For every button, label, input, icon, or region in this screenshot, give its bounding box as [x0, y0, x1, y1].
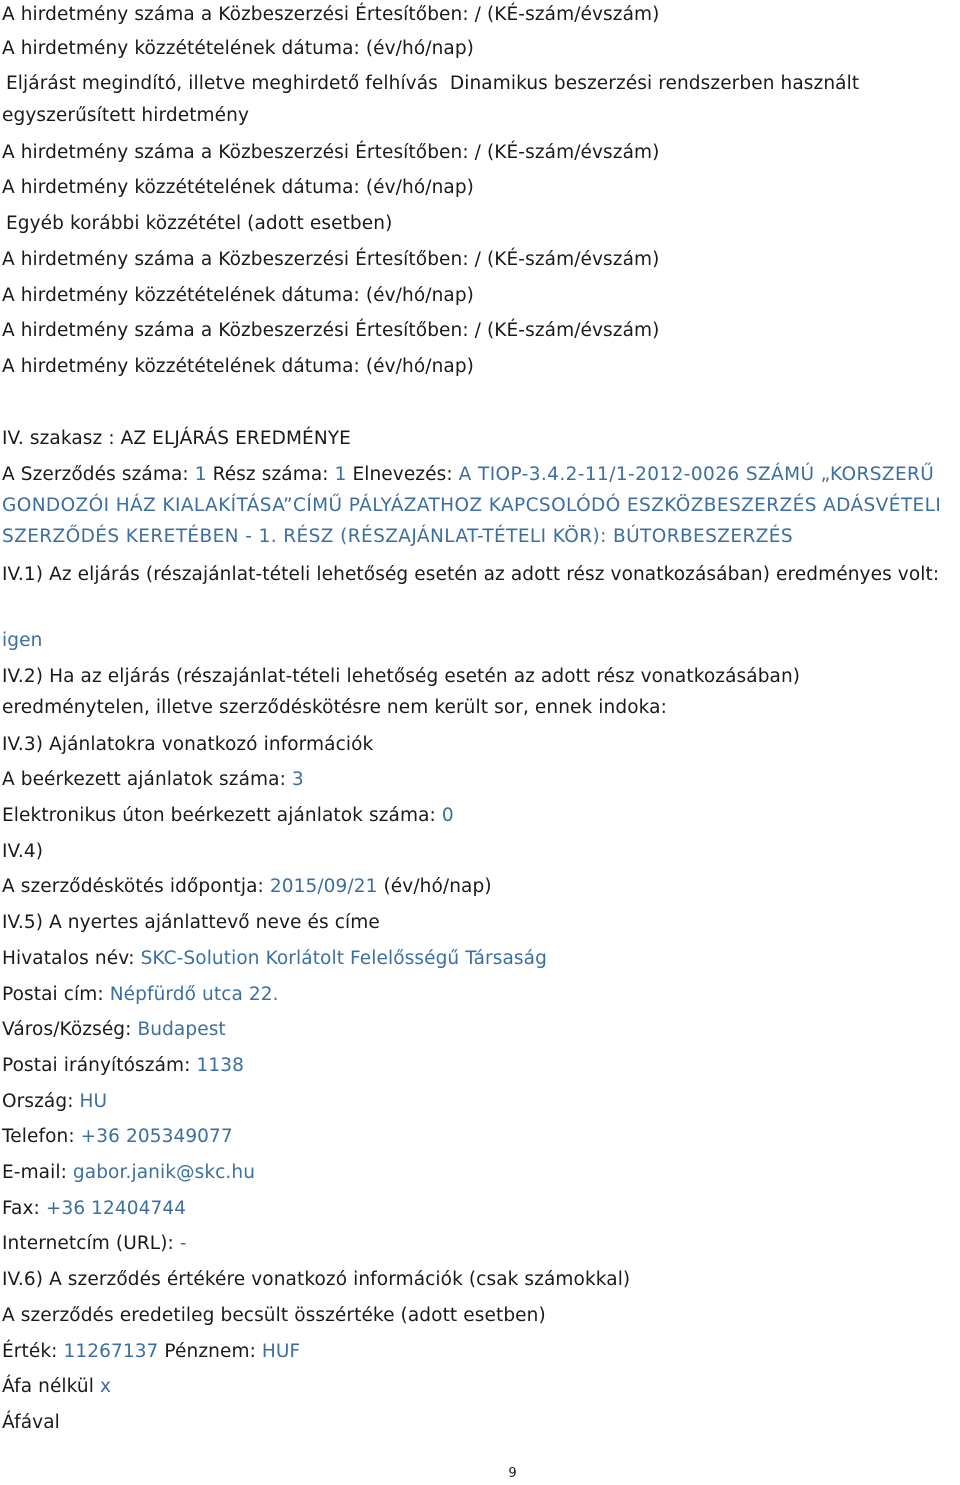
- country-line: [2, 1087, 952, 1117]
- eoffers-line: [2, 801, 952, 831]
- iv4-label: IV.4): [2, 841, 44, 862]
- zip-line: [2, 1051, 952, 1081]
- signing-format: (év/hó/nap): [383, 876, 492, 897]
- iv5-label: IV.5) A nyertes ajánlattevő neve és címe: [2, 912, 380, 933]
- name-value: A TIOP-3.4.2-11/1-2012-0026 SZÁMÚ „KORSZERŰ GONDOZÓI HÁZ KIALAKÍTÁSA”CÍMŰ PÁLYÁZATHOZ KAPCSOLÓDÓ ESZKÖZBESZERZÉS ADÁSVÉTELI SZERZŐDÉS KERETÉBEN - 1. RÉSZ (RÉSZAJÁNLAT-TÉTELI KÖR): BÚTORBESZERZÉS: [2, 464, 942, 547]
- city-value: Budapest: [137, 1019, 226, 1040]
- url-label: Internetcím (URL):: [2, 1233, 174, 1254]
- email-line: [2, 1158, 952, 1188]
- iv3-label: IV.3) Ajánlatokra vonatkozó információk: [2, 734, 374, 755]
- eoffers-value: 0: [441, 805, 454, 826]
- part-value: 1: [334, 464, 347, 485]
- url-line: [2, 1229, 952, 1259]
- notice-number-line: A hirdetmény száma a Közbeszerzési Értesítőben: / (KÉ-szám/évszám): [2, 249, 660, 270]
- part-label: Rész száma:: [212, 464, 329, 485]
- contract-label: A Szerződés száma:: [2, 464, 189, 485]
- net-line: [2, 1372, 952, 1402]
- gross-label: Áfával: [2, 1412, 60, 1433]
- postal-value: Népfürdő utca 22.: [109, 984, 279, 1005]
- value-line: [2, 1337, 952, 1367]
- net-value: x: [99, 1376, 112, 1397]
- postal-label: Postai cím:: [2, 984, 104, 1005]
- url-value: -: [179, 1233, 187, 1254]
- signing-value: 2015/09/21: [269, 876, 378, 897]
- offers-label: A beérkezett ajánlatok száma:: [2, 769, 286, 790]
- currency-label: Pénznem:: [164, 1341, 256, 1362]
- dps-value: Dinamikus beszerzési rendszerben használt: [449, 73, 860, 94]
- postal-line: [2, 980, 952, 1010]
- zip-label: Postai irányítószám:: [2, 1055, 191, 1076]
- name-label: Elnevezés:: [352, 464, 453, 485]
- contract-info: [2, 459, 952, 552]
- net-label: Áfa nélkül: [2, 1376, 94, 1397]
- section-title: IV. szakasz : AZ ELJÁRÁS EREDMÉNYE: [2, 428, 351, 449]
- official-name-line: [2, 944, 952, 974]
- email-value: gabor.janik@skc.hu: [72, 1162, 256, 1183]
- phone-line: [2, 1122, 952, 1152]
- notice-number-line: A hirdetmény száma a Közbeszerzési Értesítőben: / (KÉ-szám/évszám): [2, 4, 660, 25]
- eoffers-label: Elektronikus úton beérkezett ajánlatok száma:: [2, 805, 436, 826]
- fax-value: +36 12404744: [45, 1198, 187, 1219]
- iv1-label: IV.1) Az eljárás (részajánlat-tételi lehetőség esetén az adott rész vonatkozásában) eredményes volt:: [2, 564, 940, 585]
- notice-date-line: A hirdetmény közzétételének dátuma: (év/hó/nap): [2, 356, 474, 377]
- phone-label: Telefon:: [2, 1126, 75, 1147]
- offers-line: [2, 765, 952, 795]
- iv1-result: [2, 559, 952, 590]
- notice-number-line: A hirdetmény száma a Közbeszerzési Értesítőben: / (KÉ-szám/évszám): [2, 320, 660, 341]
- value-value: 11267137: [63, 1341, 159, 1362]
- notice-date-line: A hirdetmény közzétételének dátuma: (év/hó/nap): [2, 38, 474, 59]
- value-label: Érték:: [2, 1341, 58, 1362]
- city-line: [2, 1015, 952, 1045]
- notice-date-line: A hirdetmény közzétételének dátuma: (év/hó/nap): [2, 177, 474, 198]
- notice-date-line: A hirdetmény közzétételének dátuma: (év/hó/nap): [2, 285, 474, 306]
- dps-label: Eljárást megindító, illetve meghirdető felhívás: [6, 73, 438, 94]
- iv6-label: IV.6) A szerződés értékére vonatkozó információk (csak számokkal): [2, 1269, 631, 1290]
- contract-value: 1: [194, 464, 207, 485]
- currency-value: HUF: [261, 1341, 301, 1362]
- zip-value: 1138: [196, 1055, 244, 1076]
- official-name-label: Hivatalos név:: [2, 948, 135, 969]
- estimate-label: A szerződés eredetileg becsült összértéke (adott esetben): [2, 1305, 546, 1326]
- page-number: 9: [508, 1466, 517, 1481]
- signing-label: A szerződéskötés időpontja:: [2, 876, 264, 897]
- iv2-label: IV.2) Ha az eljárás (részajánlat-tételi lehetőség esetén az adott rész vonatkozásában) eredménytelen, illetve szerződéskötésre nem került sor, ennek indoka:: [2, 666, 801, 718]
- fax-label: Fax:: [2, 1198, 40, 1219]
- phone-value: +36 205349077: [80, 1126, 233, 1147]
- city-label: Város/Község:: [2, 1019, 132, 1040]
- signing-line: [2, 872, 952, 902]
- dps-notice-line: [6, 69, 956, 99]
- official-name-value: SKC-Solution Korlátolt Felelősségű Társaság: [140, 948, 547, 969]
- iv1-value: igen: [2, 630, 43, 651]
- fax-line: [2, 1194, 952, 1224]
- country-value: HU: [79, 1091, 108, 1112]
- dps-notice-cont: egyszerűsített hirdetmény: [2, 105, 250, 126]
- email-label: E-mail:: [2, 1162, 67, 1183]
- offers-value: 3: [291, 769, 304, 790]
- other-prior-publication: Egyéb korábbi közzététel (adott esetben): [6, 213, 393, 234]
- country-label: Ország:: [2, 1091, 74, 1112]
- notice-number-line: A hirdetmény száma a Közbeszerzési Értesítőben: / (KÉ-szám/évszám): [2, 142, 660, 163]
